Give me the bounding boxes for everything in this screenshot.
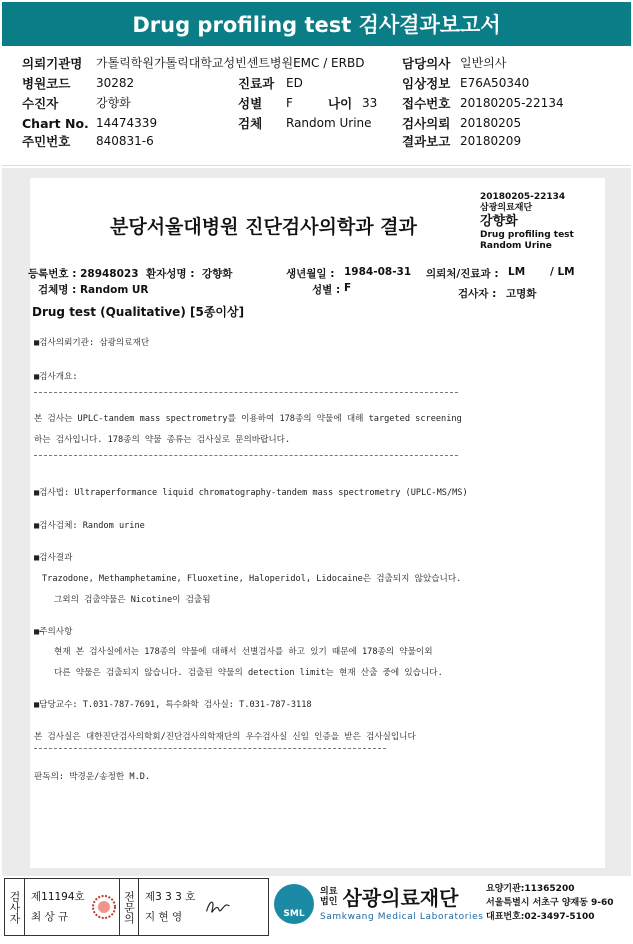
report-line: ■검사결과 xyxy=(34,553,73,563)
signer-name: 최 상 규 xyxy=(31,911,69,923)
reg-number: 등록번호 : 28948023 xyxy=(28,268,139,280)
brand-english: Samkwang Medical Laboratories xyxy=(320,912,484,922)
signature-box xyxy=(4,878,269,936)
info-value: 가톨릭학원가톨릭대학교성빈센트병원EMC / ERBD xyxy=(96,56,365,70)
stamp-line: 20180205-22134 xyxy=(480,192,566,202)
stamp-line: Drug profiling test xyxy=(480,230,574,240)
birth-date: 1984-08-31 xyxy=(344,266,412,278)
phone: 대표번호:02-3497-5100 xyxy=(486,912,595,922)
report-line: 본 검사는 UPLC-tandem mass spectrometry를 이용하여 178종의 약물에 대해 targeted screening xyxy=(34,414,462,424)
info-value: 20180209 xyxy=(460,134,522,148)
report-line: 그외의 검출약물은 Nicotine이 검출됨 xyxy=(54,595,211,605)
footer xyxy=(2,878,631,942)
info-value: 14474339 xyxy=(96,116,158,130)
brand-block xyxy=(274,880,629,936)
report-title: 분당서울대병원 진단검사의학과 결과 xyxy=(110,216,417,238)
info-label: 접수번호 xyxy=(402,96,451,111)
info-label: 성별 xyxy=(238,96,263,111)
signature-icon xyxy=(203,879,233,935)
info-value: Random Urine xyxy=(286,116,372,130)
signer-info xyxy=(25,879,89,935)
signer-role-label: 검사자 xyxy=(5,879,25,935)
report-line: 본 검사실은 대한진단검사의학회/진단검사의학재단의 우수검사실 신임 인증을 받은 검사실입니다 xyxy=(34,732,416,742)
signer-info xyxy=(139,879,203,935)
signer-name: 지 현 영 xyxy=(145,911,183,923)
patient-info xyxy=(2,48,631,166)
info-label: 임상정보 xyxy=(402,76,451,91)
seal-stamp-icon xyxy=(89,879,119,935)
info-value: F xyxy=(286,96,293,110)
patient-name-label: 환자성명 : xyxy=(146,268,195,280)
brand-prefix: 의료 법인 xyxy=(320,886,338,907)
license-number: 제3 3 3 호 xyxy=(145,891,196,903)
report-line: ■담당교수: T.031-787-7691, 특수화학 검사실: T.031-787-3118 xyxy=(34,700,312,710)
sex-label: 성별 : xyxy=(312,284,341,296)
info-label: Chart No. xyxy=(22,116,89,131)
tester-name: 고명화 xyxy=(506,288,537,300)
info-label: 검사의뢰 xyxy=(402,116,451,131)
report-line: 하는 검사입니다. 178종의 약물 종류는 검사실로 문의바랍니다. xyxy=(34,435,291,445)
dept-label: 의뢰처/진료과 : xyxy=(426,268,499,280)
info-value: 30282 xyxy=(96,76,135,90)
info-value: 강향화 xyxy=(96,96,131,110)
info-label: 의뢰기관명 xyxy=(22,56,83,71)
report-scan-area xyxy=(2,168,631,876)
info-value: 33 xyxy=(362,96,378,110)
divider xyxy=(34,455,458,456)
report-line: Trazodone, Methamphetamine, Fluoxetine, Haloperidol, Lidocaine은 검출되지 않았습니다. xyxy=(42,574,462,584)
report-line: ■검사의뢰기관: 삼광의료재단 xyxy=(34,338,150,348)
page-title: Drug profiling test 검사결과보고서 xyxy=(2,2,631,46)
birth-label: 생년월일 : xyxy=(286,268,335,280)
brand-title: 삼광의료재단 xyxy=(342,886,459,910)
dept-value-2: / LM xyxy=(550,266,575,278)
stamp-line: 삼광의료재단 xyxy=(480,203,533,213)
info-row xyxy=(22,54,82,73)
info-value: 840831-6 xyxy=(96,134,154,148)
sex-value: F xyxy=(344,282,352,294)
report-line: ■검사법: Ultraperformance liquid chromatography-tandem mass spectrometry (UPLC-MS/MS) xyxy=(34,488,468,498)
report-line: ■주의사항 xyxy=(34,627,73,637)
specimen-name: 검체명 : Random UR xyxy=(38,284,149,296)
report-line: 판독의: 박경운/송정한 M.D. xyxy=(34,772,151,782)
sml-logo-icon: SML xyxy=(274,884,314,924)
info-label: 병원코드 xyxy=(22,76,71,91)
section-title: Drug test (Qualitative) [5종이상] xyxy=(32,305,245,319)
info-label: 결과보고 xyxy=(402,134,451,149)
info-value: 20180205-22134 xyxy=(460,96,564,110)
specimen-stamp xyxy=(480,192,574,252)
info-label: 진료과 xyxy=(238,76,275,91)
stamp-line: Random Urine xyxy=(480,241,552,251)
info-label: 수진자 xyxy=(22,96,59,111)
info-value: ED xyxy=(286,76,303,90)
info-label: 검체 xyxy=(238,116,263,131)
report-line: 현재 본 검사실에서는 178종의 약물에 대해서 선별검사를 하고 있기 때문에 178종의 약물이외 xyxy=(54,647,433,657)
info-label: 나이 xyxy=(328,96,353,111)
info-label: 주민번호 xyxy=(22,134,71,149)
divider xyxy=(34,392,458,393)
info-value: 일반의사 xyxy=(460,56,507,70)
report-document xyxy=(30,178,605,868)
dept-value: LM xyxy=(508,266,526,278)
brand-name xyxy=(320,882,458,911)
info-value: E76A50340 xyxy=(460,76,530,90)
address: 서울특별시 서초구 양재동 9-60 xyxy=(486,898,614,908)
patient-name: 강향화 xyxy=(202,268,233,280)
info-label: 담당의사 xyxy=(402,56,451,71)
report-line: ■검사검체: Random urine xyxy=(34,521,145,531)
license-number: 제11194호 xyxy=(31,891,85,903)
org-code: 요양기관:11365200 xyxy=(486,884,575,894)
info-value: 20180205 xyxy=(460,116,522,130)
report-line: 다른 약물은 검출되지 않습니다. 검출된 약물의 detection limit는 현재 산출 중에 있습니다. xyxy=(54,668,443,678)
signer-role-label: 전문의 xyxy=(119,879,139,935)
report-line: ■검사개요: xyxy=(34,372,78,382)
stamp-name: 강향화 xyxy=(480,214,518,229)
tester-label: 검사자 : xyxy=(458,288,497,300)
divider xyxy=(34,748,386,749)
brand-contact xyxy=(486,882,614,924)
